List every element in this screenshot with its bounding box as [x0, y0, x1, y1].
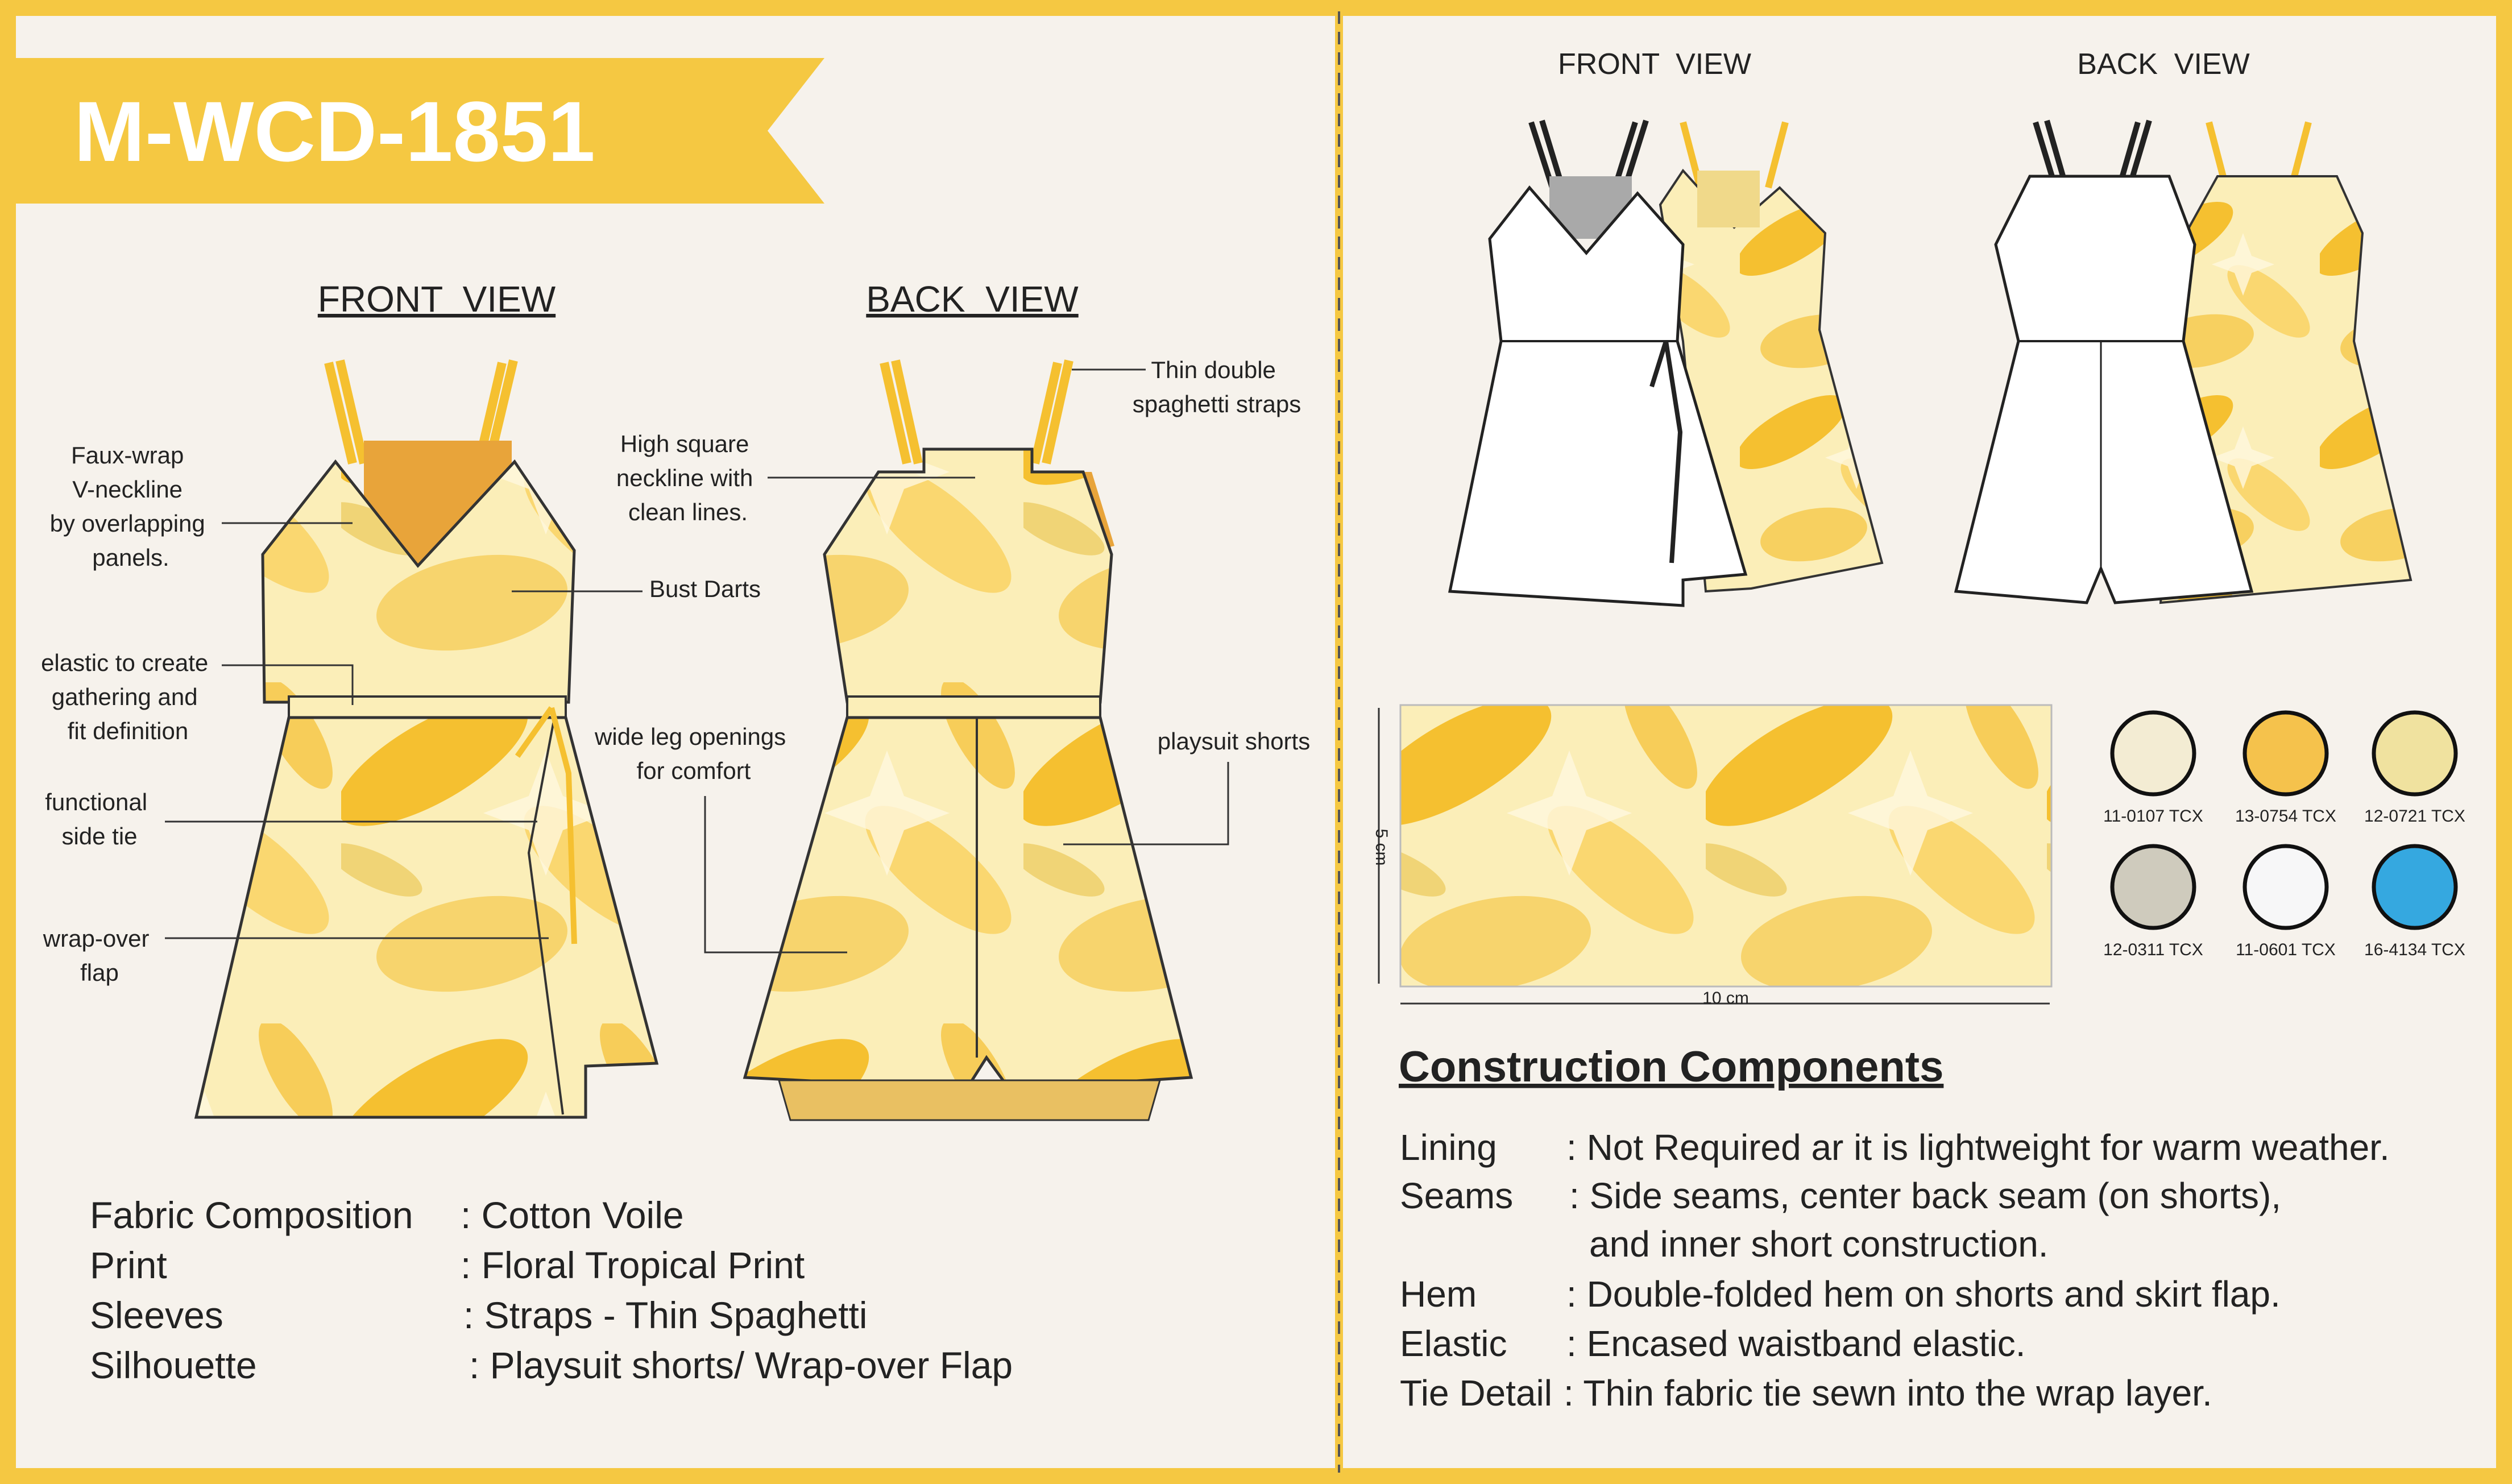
color-swatch-circle — [2245, 846, 2327, 928]
color-swatch-code: 12-0311 TCX — [2103, 940, 2203, 959]
callout-bust-darts: Bust Darts — [649, 575, 761, 602]
rf-print-back-fill — [1697, 171, 1760, 227]
color-swatch-circle — [2374, 712, 2456, 794]
print-width-label: 10 cm — [1702, 989, 1749, 1008]
callout-wrap-flap: wrap-over flap — [43, 925, 150, 986]
callout-straps: Thin double spaghetti straps — [1132, 357, 1301, 417]
color-swatch-code: 12-0721 TCX — [2364, 807, 2465, 826]
print-swatch — [1372, 705, 2051, 1008]
color-swatch-circle — [2374, 846, 2456, 928]
front-waistband — [289, 697, 566, 718]
construction-value-lining: : Not Required ar it is lightweight for warm weather. — [1566, 1127, 2390, 1168]
spec-value-print: : Floral Tropical Print — [461, 1244, 805, 1286]
print-height-label: 5 cm — [1372, 828, 1391, 866]
spec-label-silhouette: Silhouette — [90, 1344, 257, 1386]
construction-value-seams-2: and inner short construction. — [1589, 1224, 2049, 1265]
construction-title: Construction Components — [1399, 1043, 1944, 1091]
color-swatch-code: 16-4134 TCX — [2364, 940, 2465, 959]
back-under-flap — [779, 1080, 1160, 1120]
callout-shorts: playsuit shorts — [1157, 728, 1311, 755]
construction-label-seams: Seams — [1400, 1175, 1514, 1216]
style-code-title: M-WCD-1851 — [74, 84, 595, 179]
left-back-view-title: BACK VIEW — [866, 279, 1079, 320]
spec-value-silhouette: : Playsuit shorts/ Wrap-over Flap — [469, 1344, 1013, 1386]
back-bodice — [824, 449, 1112, 702]
callout-elastic: elastic to create gathering and fit definition — [41, 649, 209, 744]
construction-value-tie: : Thin fabric tie sewn into the wrap layer. — [1564, 1373, 2212, 1413]
construction-value-elastic: : Encased waistband elastic. — [1566, 1323, 2026, 1364]
callout-high-neck: High square neckline with clean lines. — [616, 430, 753, 525]
construction-value-seams-1: : Side seams, center back seam (on shorts), — [1569, 1175, 2282, 1216]
construction-label-hem: Hem — [1400, 1274, 1477, 1315]
callout-faux-wrap: Faux-wrap V-neckline by overlapping panels. — [49, 442, 205, 571]
callout-side-tie: functional side tie — [45, 789, 148, 849]
spec-label-print: Print — [90, 1244, 167, 1286]
spec-label-fabric: Fabric Composition — [90, 1194, 413, 1236]
callout-wide-leg: wide leg openings for comfort — [595, 723, 786, 784]
construction-label-elastic: Elastic — [1400, 1323, 1507, 1364]
color-swatch-code: 11-0107 TCX — [2103, 807, 2203, 826]
right-front-view-title: FRONT VIEW — [1558, 48, 1751, 81]
construction-value-hem: : Double-folded hem on shorts and skirt flap. — [1566, 1274, 2281, 1315]
color-swatch-circle — [2112, 846, 2194, 928]
construction-label-tie: Tie Detail — [1400, 1373, 1552, 1413]
spec-label-sleeves: Sleeves — [90, 1294, 223, 1336]
color-swatch-code: 11-0601 TCX — [2236, 940, 2336, 959]
color-swatch-circle — [2112, 712, 2194, 794]
left-front-view-title: FRONT VIEW — [317, 279, 556, 320]
color-swatch-circle — [2245, 712, 2327, 794]
back-waistband — [847, 697, 1100, 718]
construction-label-lining: Lining — [1400, 1127, 1497, 1168]
print-swatch-image — [1400, 705, 2051, 986]
color-swatch-code: 13-0754 TCX — [2235, 807, 2336, 826]
spec-value-sleeves: : Straps - Thin Spaghetti — [463, 1294, 868, 1336]
right-back-view-title: BACK VIEW — [2077, 48, 2250, 81]
spec-value-fabric: : Cotton Voile — [461, 1194, 684, 1236]
